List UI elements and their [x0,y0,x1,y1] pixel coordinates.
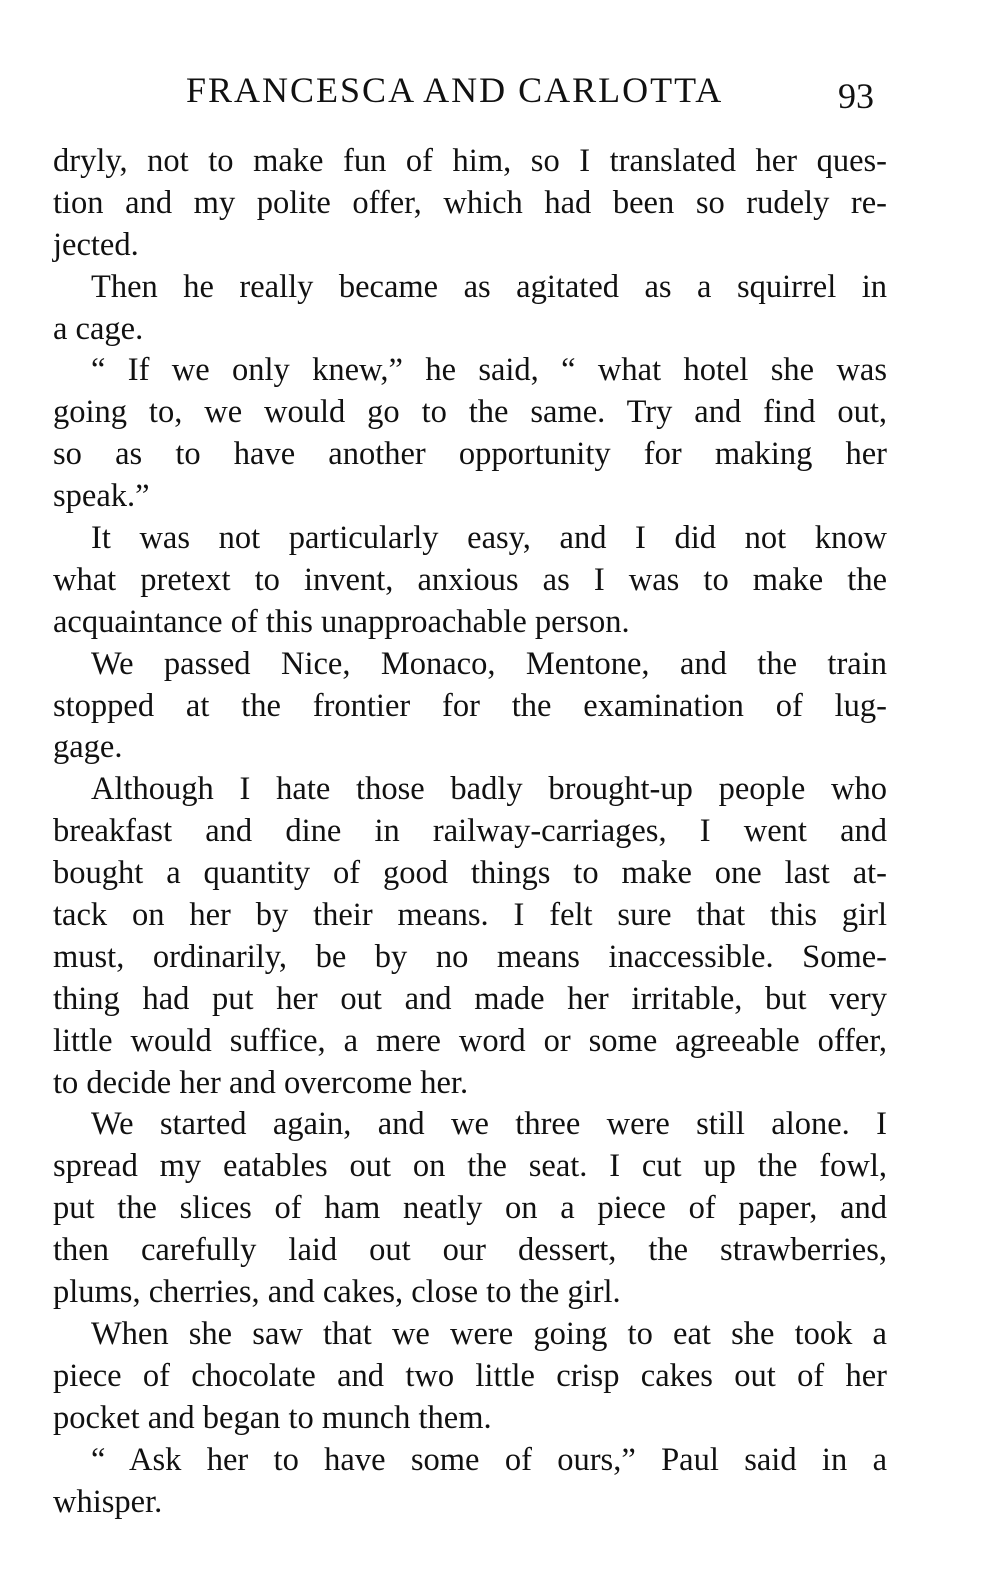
text-line: When she saw that we were going to eat she took a [91,1315,887,1352]
text-line: whisper. [53,1483,163,1520]
text-line: acquaintance of this unapproachable person. [53,603,630,640]
text-line: must, ordinarily, be by no means inaccessible. Some- [53,938,887,975]
text-line: little would suffice, a mere word or some agreeable offer, [53,1022,887,1059]
text-line: piece of chocolate and two little crisp cakes out of her [53,1357,887,1394]
text-line: pocket and began to munch them. [53,1399,492,1436]
text-line: then carefully laid out our dessert, the strawberries, [53,1232,887,1269]
text-line: tion and my polite offer, which had been so rudely re- [53,184,887,221]
text-line: jected. [53,226,139,263]
text-line: bought a quantity of good things to make one last at- [53,855,887,892]
text-line: We passed Nice, Monaco, Mentone, and the train [91,645,887,682]
text-line: speak.” [53,478,150,515]
text-line: plums, cherries, and cakes, close to the girl. [53,1274,621,1311]
text-line: dryly, not to make fun of him, so I translated her ques- [53,143,887,179]
text-line: what pretext to invent, anxious as I was to make the [53,561,887,598]
text-line: spread my eatables out on the seat. I cut up the fowl, [53,1148,887,1185]
running-head: FRANCESCA AND CARLOTTA [186,70,724,110]
text-line: going to, we would go to the same. Try and find out, [53,394,887,431]
text-line: thing had put her out and made her irritable, but very [53,980,887,1017]
text-line: to decide her and overcome her. [53,1064,469,1101]
text-line: We started again, and we three were still alone. I [91,1106,887,1143]
text-line: “ If we only knew,” he said, “ what hotel she was [91,352,887,389]
text-line: gage. [53,729,123,766]
text-line: “ Ask her to have some of ours,” Paul said in a [91,1441,887,1478]
text-line: Then he really became as agitated as a squirrel in [91,268,887,305]
text-line: breakfast and dine in railway-carriages, I went and [53,813,887,850]
text-line: Although I hate those badly brought-up people who [91,771,887,808]
text-line: put the slices of ham neatly on a piece of paper, and [53,1190,887,1227]
text-line: It was not particularly easy, and I did not know [91,520,887,557]
page-number: 93 [838,76,874,116]
page-header [0,68,1000,118]
text-line: tack on her by their means. I felt sure that this girl [53,897,887,934]
body-text [53,141,887,1523]
text-line: so as to have another opportunity for making her [53,436,887,473]
text-line: a cage. [53,310,144,347]
text-line: stopped at the frontier for the examination of lug- [53,687,887,724]
